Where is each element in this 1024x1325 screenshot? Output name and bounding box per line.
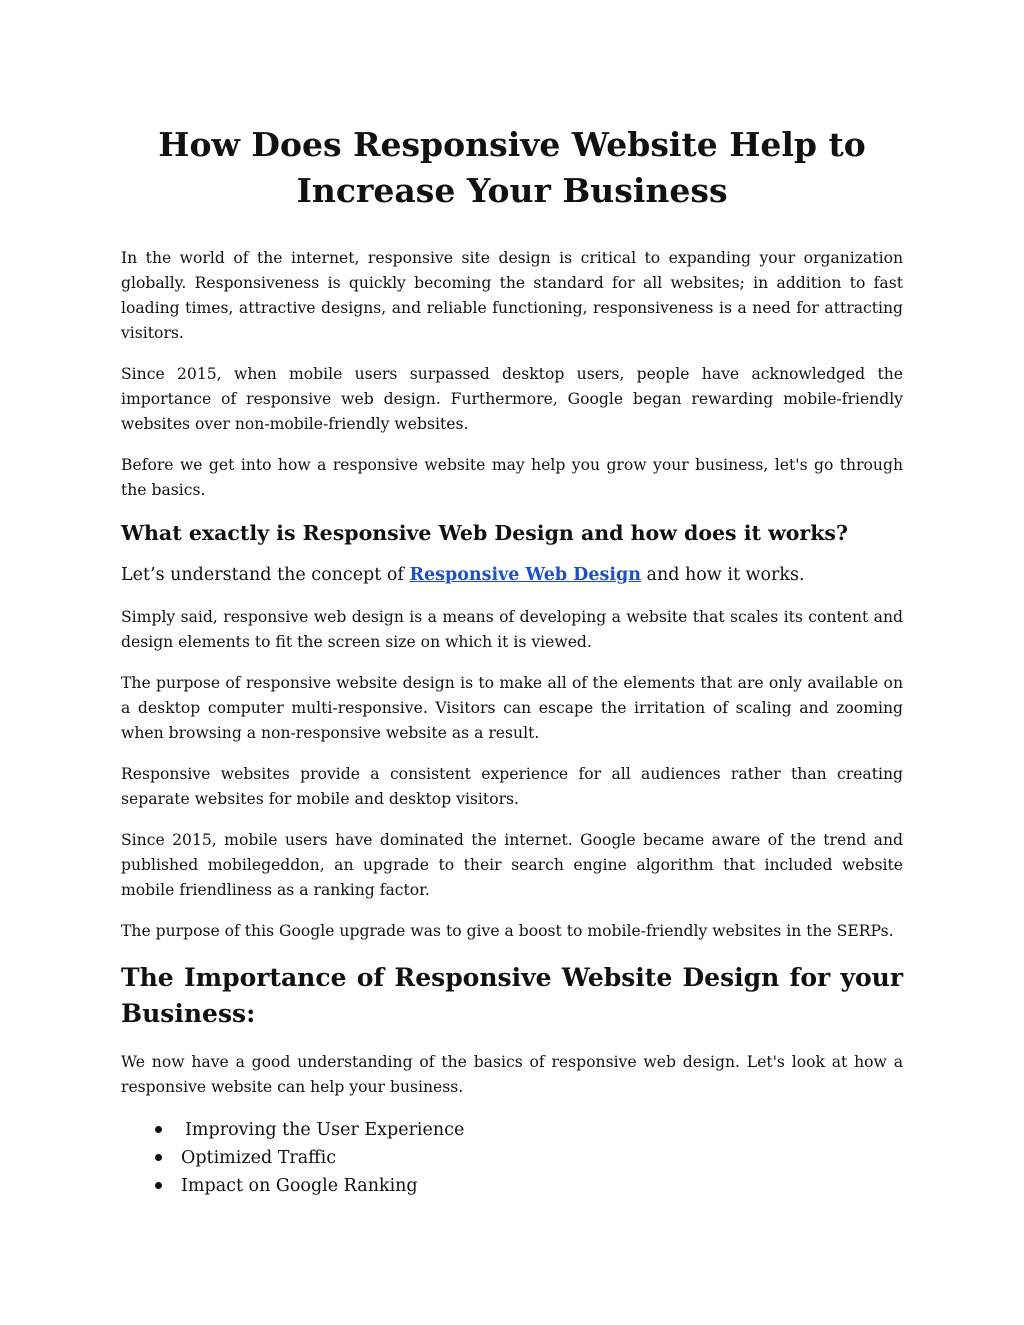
bullet-icon [155,1182,162,1189]
intro-paragraph-3: Before we get into how a responsive website may help you grow your business, let's go through the basics. [121,456,903,499]
list-item [155,1144,903,1172]
body-paragraph-2: The purpose of responsive website design is to make all of the elements that are only available on a desktop computer multi-responsive. Visitors can escape the irritation of scaling and zooming when browsing a non-responsive website as a result. [121,674,903,742]
page-title-line-1: How Does Responsive Website Help to [158,125,866,164]
list-item [155,1172,903,1200]
body-paragraph-1: Simply said, responsive web design is a means of developing a website that scales its content and design elements to fit the screen size on which it is viewed. [121,608,903,651]
section-heading-what-is-rwd: What exactly is Responsive Web Design and how does it works? [121,521,848,545]
importance-paragraph: We now have a good understanding of the basics of responsive web design. Let's look at how a responsive website can help your business. [121,1053,903,1096]
body-paragraph-3: Responsive websites provide a consistent experience for all audiences rather than creating separate websites for mobile and desktop visitors. [121,765,903,808]
page-title [121,122,903,214]
concept-lead-paragraph [121,563,903,588]
section-heading-importance: The Importance of Responsive Website Design for your Business: [121,963,903,1028]
benefits-list [121,1116,903,1200]
body-paragraph-4: Since 2015, mobile users have dominated the internet. Google became aware of the trend and published mobilegeddon, an upgrade to their search engine algorithm that included website mobile friendliness as a ranking factor. [121,831,903,899]
list-item-label: Optimized Traffic [181,1148,337,1168]
lead-text-after: and how it works. [640,565,805,585]
bullet-icon [155,1154,162,1161]
list-item-label: Improving the User Experience [185,1120,465,1140]
responsive-web-design-link[interactable]: Responsive Web Design [409,565,641,585]
body-paragraph-5: The purpose of this Google upgrade was to give a boost to mobile-friendly websites in the SERPs. [121,922,894,940]
list-item-label: Impact on Google Ranking [181,1176,418,1196]
document-page [121,122,903,1200]
bullet-icon [155,1126,162,1133]
intro-paragraph-1: In the world of the internet, responsive site design is critical to expanding your organization globally. Responsiveness is quickly becoming the standard for all websites; in addition to fast loading times, attractive designs, and reliable functioning, responsiveness is a need for attracting visitors. [121,249,903,342]
page-title-line-2: Increase Your Business [296,171,728,210]
intro-paragraph-2: Since 2015, when mobile users surpassed desktop users, people have acknowledged the importance of responsive web design. Furthermore, Google began rewarding mobile-friendly websites over non-mobile-friendly websites. [121,365,903,433]
lead-text-before: Let’s understand the concept of [121,565,410,585]
list-item [155,1116,903,1144]
